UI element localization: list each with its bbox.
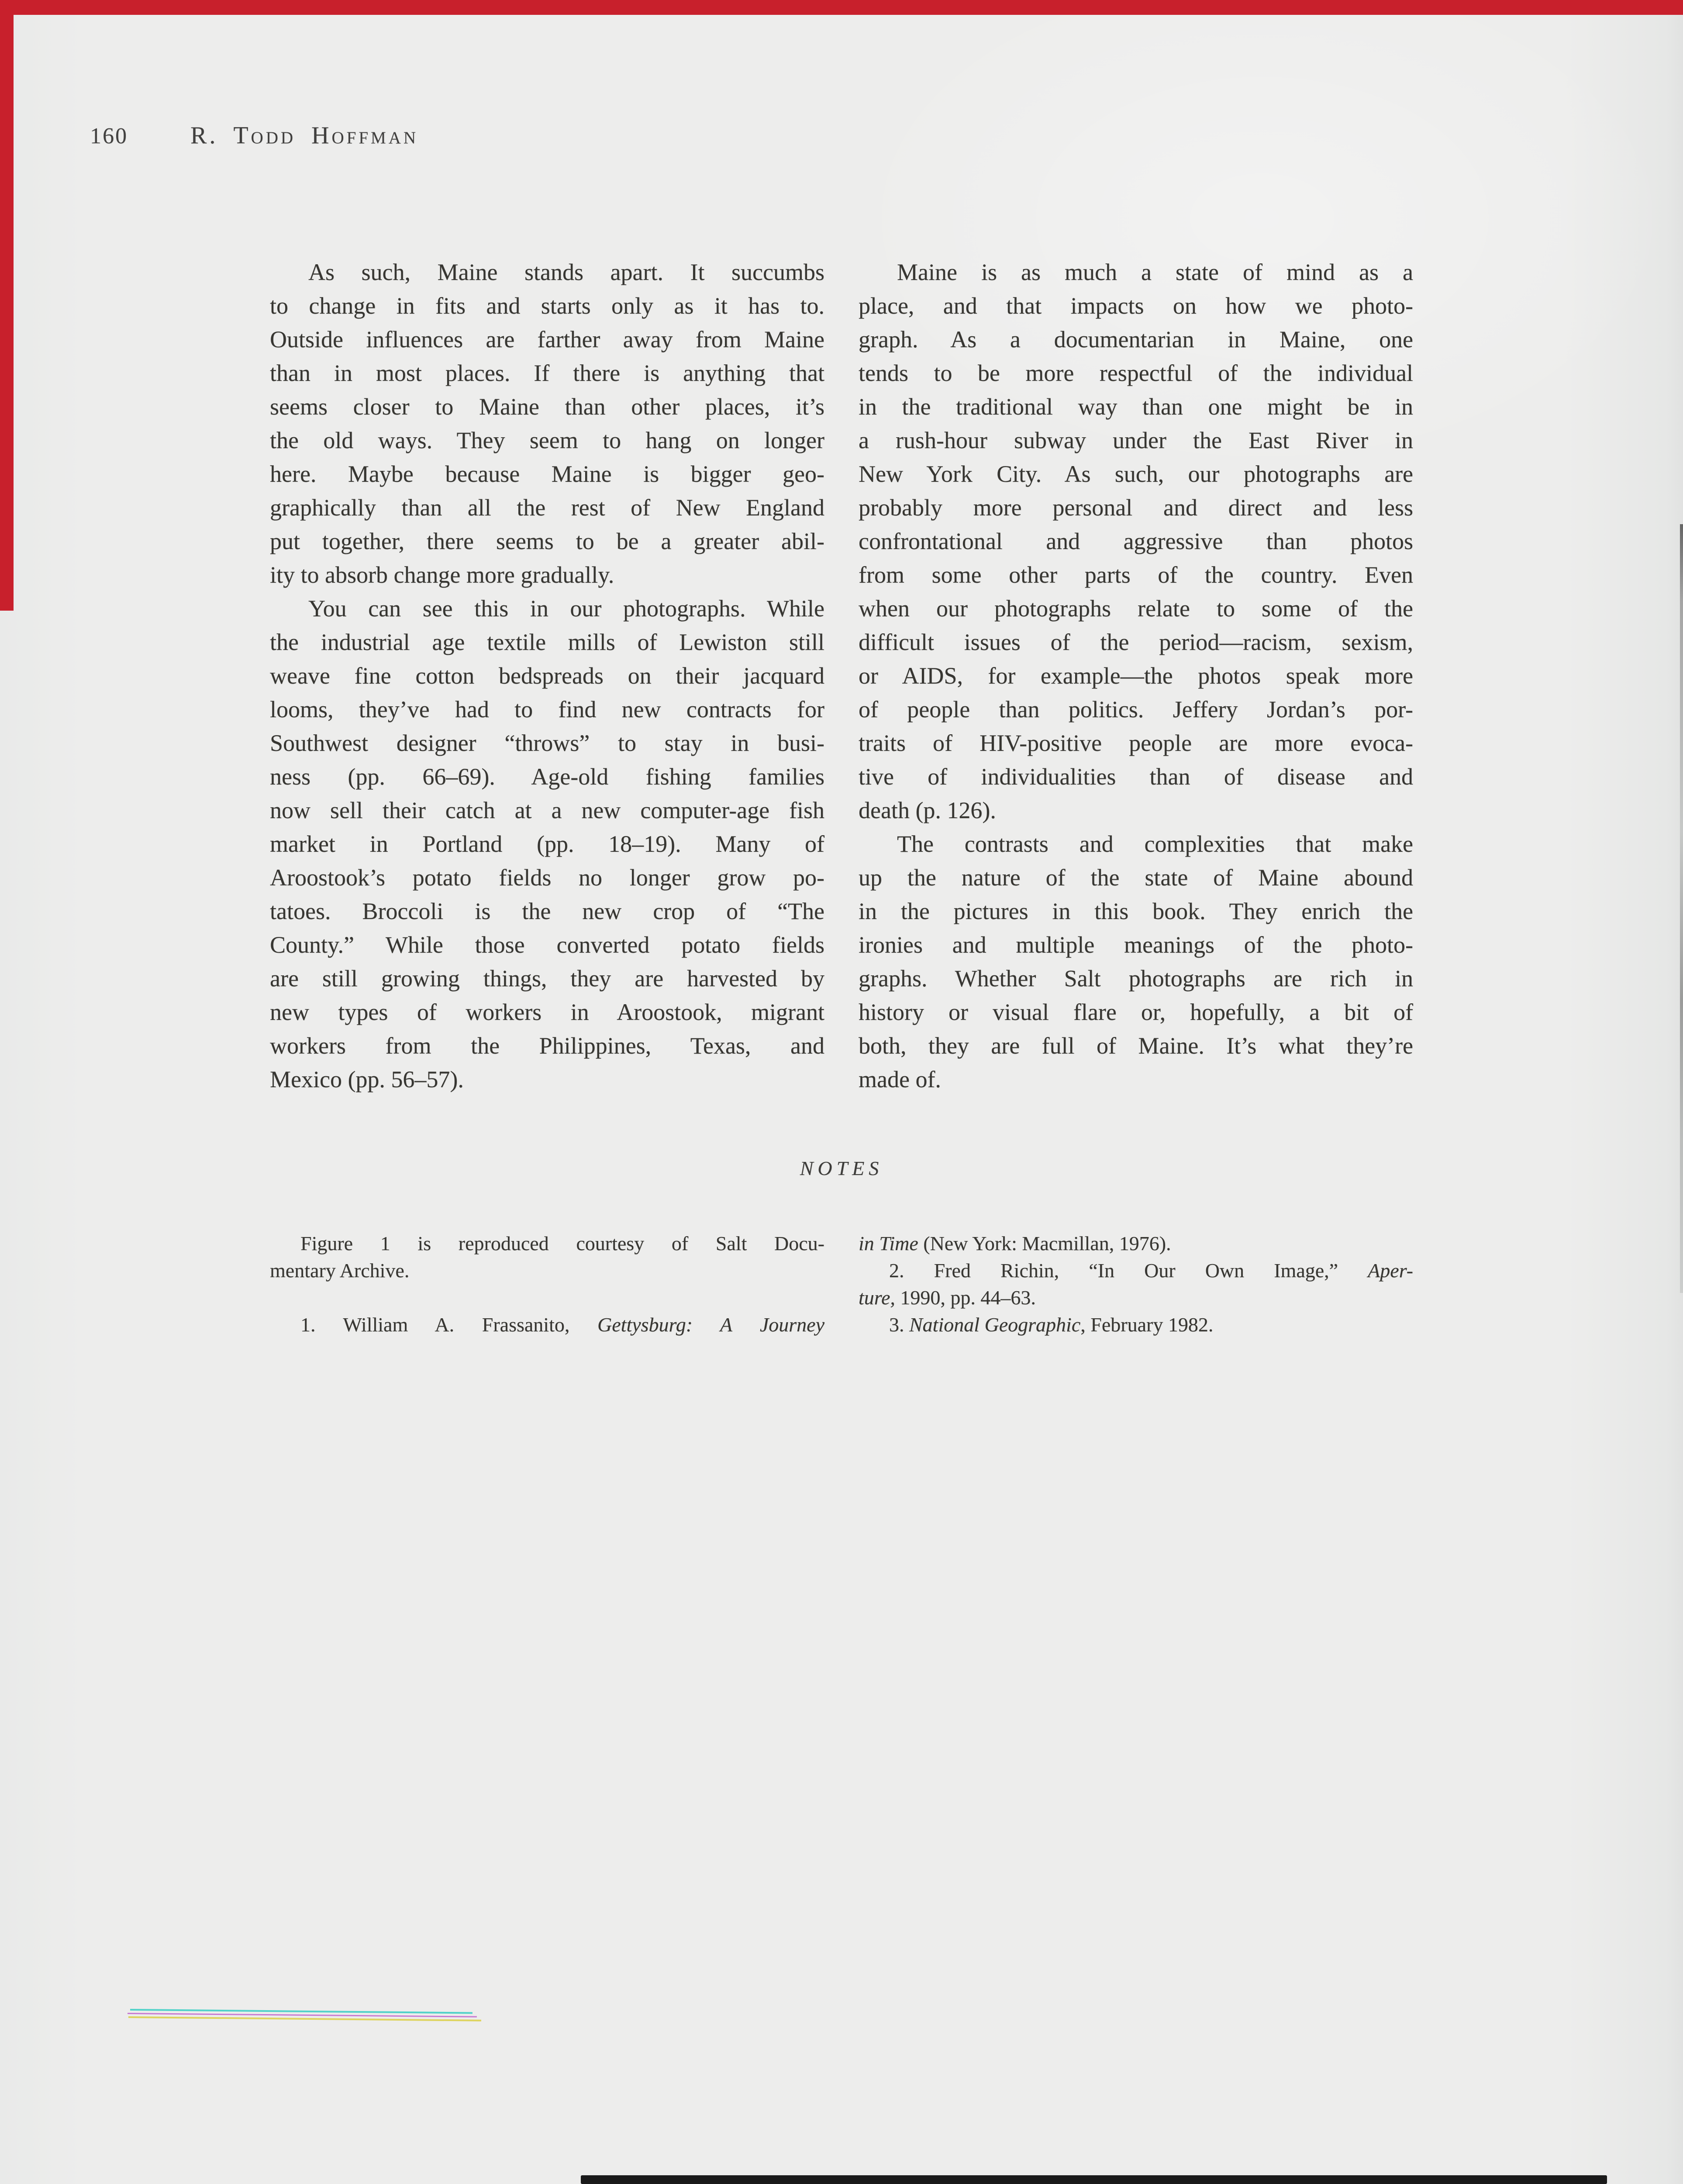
text-line: from some other parts of the country. Even	[859, 562, 1413, 588]
text-line: As such, Maine stands apart. It succumbs	[308, 259, 824, 285]
note-text: mentary Archive.	[270, 1259, 410, 1282]
text-line: up the nature of the state of Maine abound	[859, 864, 1413, 891]
note-text: 1. William A. Frassanito,	[300, 1313, 598, 1336]
text-line: weave fine cotton bedspreads on their jacquard	[270, 663, 824, 689]
text-line	[270, 1257, 824, 1284]
scan-artifact-red-top-edge	[0, 0, 1683, 15]
text-line: Aroostook’s potato fields no longer grow po-	[270, 864, 824, 891]
body-left-column	[270, 256, 824, 1096]
text-line: graphically than all the rest of New England	[270, 494, 824, 521]
note-text: 2. Fred Richin, “In Our Own Image,”	[889, 1259, 1368, 1282]
text-line: traits of HIV-positive people are more evoca-	[859, 730, 1413, 756]
text-line: tends to be more respectful of the individual	[859, 360, 1413, 386]
text-line: Mexico (pp. 56–57).	[270, 1066, 464, 1092]
text-line: New York City. As such, our photographs are	[859, 461, 1413, 487]
note-text: , February 1982.	[1080, 1313, 1214, 1336]
text-line: tive of individualities than of disease and	[859, 764, 1413, 790]
blank-line	[270, 1284, 824, 1311]
note-text: (New York: Macmillan, 1976).	[918, 1232, 1171, 1254]
text-line: Southwest designer “throws” to stay in busi-	[270, 730, 824, 756]
text-line: place, and that impacts on how we photo-	[859, 293, 1413, 319]
italic-title-text: Aper-	[1368, 1259, 1413, 1282]
text-line: tatoes. Broccoli is the new crop of “The	[270, 898, 824, 924]
text-line: confrontational and aggressive than photos	[859, 528, 1413, 554]
text-line: workers from the Philippines, Texas, and	[270, 1033, 824, 1059]
text-line: made of.	[859, 1066, 941, 1092]
text-line: a rush-hour subway under the East River in	[859, 427, 1413, 453]
scan-artifact-yellow-line	[128, 2016, 481, 2022]
scan-artifact-gray-right-edge	[1680, 524, 1683, 1293]
note-text: Figure 1 is reproduced courtesy of Salt Docu-	[300, 1232, 824, 1254]
text-line: are still growing things, they are harvested by	[270, 965, 824, 992]
running-header-author: R. Todd Hoffman	[190, 122, 419, 149]
text-line: in the traditional way than one might be in	[859, 394, 1413, 420]
text-line: County.” While those converted potato fields	[270, 932, 824, 958]
text-line: here. Maybe because Maine is bigger geo-	[270, 461, 824, 487]
text-line: than in most places. If there is anything that	[270, 360, 824, 386]
italic-title-text: in Time	[859, 1232, 918, 1254]
text-line: death (p. 126).	[859, 797, 996, 823]
text-line: seems closer to Maine than other places, it’s	[270, 394, 824, 420]
text-line: ness (pp. 66–69). Age-old fishing families	[270, 764, 824, 790]
text-line: now sell their catch at a new computer-age fish	[270, 797, 824, 823]
text-line: history or visual flare or, hopefully, a bit of	[859, 999, 1413, 1025]
text-line: Maine is as much a state of mind as a	[897, 259, 1413, 285]
text-line	[859, 1230, 1413, 1257]
text-line	[270, 1230, 824, 1257]
page-number: 160	[90, 124, 128, 149]
text-line: new types of workers in Aroostook, migrant	[270, 999, 824, 1025]
text-line: probably more personal and direct and less	[859, 494, 1413, 521]
text-line: both, they are full of Maine. It’s what they’re	[859, 1033, 1413, 1059]
scan-artifact-black-bottom-edge	[581, 2175, 1607, 2184]
text-line: the industrial age textile mills of Lewiston still	[270, 629, 824, 655]
text-line: ironies and multiple meanings of the photo-	[859, 932, 1413, 958]
text-line	[859, 1284, 1413, 1311]
notes-right-column	[859, 1230, 1413, 1338]
note-text: 3.	[889, 1313, 909, 1336]
text-line: when our photographs relate to some of the	[859, 595, 1413, 622]
text-line	[270, 1311, 824, 1338]
note-text: 1990, pp. 44–63.	[895, 1286, 1036, 1309]
text-line: Outside influences are farther away from Maine	[270, 326, 824, 352]
text-line: graph. As a documentarian in Maine, one	[859, 326, 1413, 352]
italic-title-text: Gettysburg: A Journey	[597, 1313, 824, 1336]
body-right-column	[859, 256, 1413, 1096]
text-line: ity to absorb change more gradually.	[270, 562, 614, 588]
text-line: or AIDS, for example—the photos speak more	[859, 663, 1413, 689]
text-line	[859, 1311, 1413, 1338]
text-line: The contrasts and complexities that make	[897, 831, 1413, 857]
italic-title-text: ture,	[859, 1286, 895, 1309]
italic-title-text: National Geographic	[909, 1313, 1081, 1336]
scan-artifact-red-left-edge	[0, 0, 14, 611]
text-line: market in Portland (pp. 18–19). Many of	[270, 831, 824, 857]
text-line: difficult issues of the period—racism, sexism,	[859, 629, 1413, 655]
text-line	[859, 1257, 1413, 1284]
text-line: put together, there seems to be a greater abil-	[270, 528, 824, 554]
text-line: the old ways. They seem to hang on longer	[270, 427, 824, 453]
text-line: You can see this in our photographs. While	[308, 595, 824, 622]
text-line: to change in fits and starts only as it has to.	[270, 293, 824, 319]
text-line: graphs. Whether Salt photographs are rich in	[859, 965, 1413, 992]
notes-heading: NOTES	[800, 1157, 883, 1179]
text-line: looms, they’ve had to find new contracts for	[270, 696, 824, 722]
text-line: in the pictures in this book. They enrich the	[859, 898, 1413, 924]
notes-left-column	[270, 1230, 824, 1338]
text-line: of people than politics. Jeffery Jordan’s por-	[859, 696, 1413, 722]
